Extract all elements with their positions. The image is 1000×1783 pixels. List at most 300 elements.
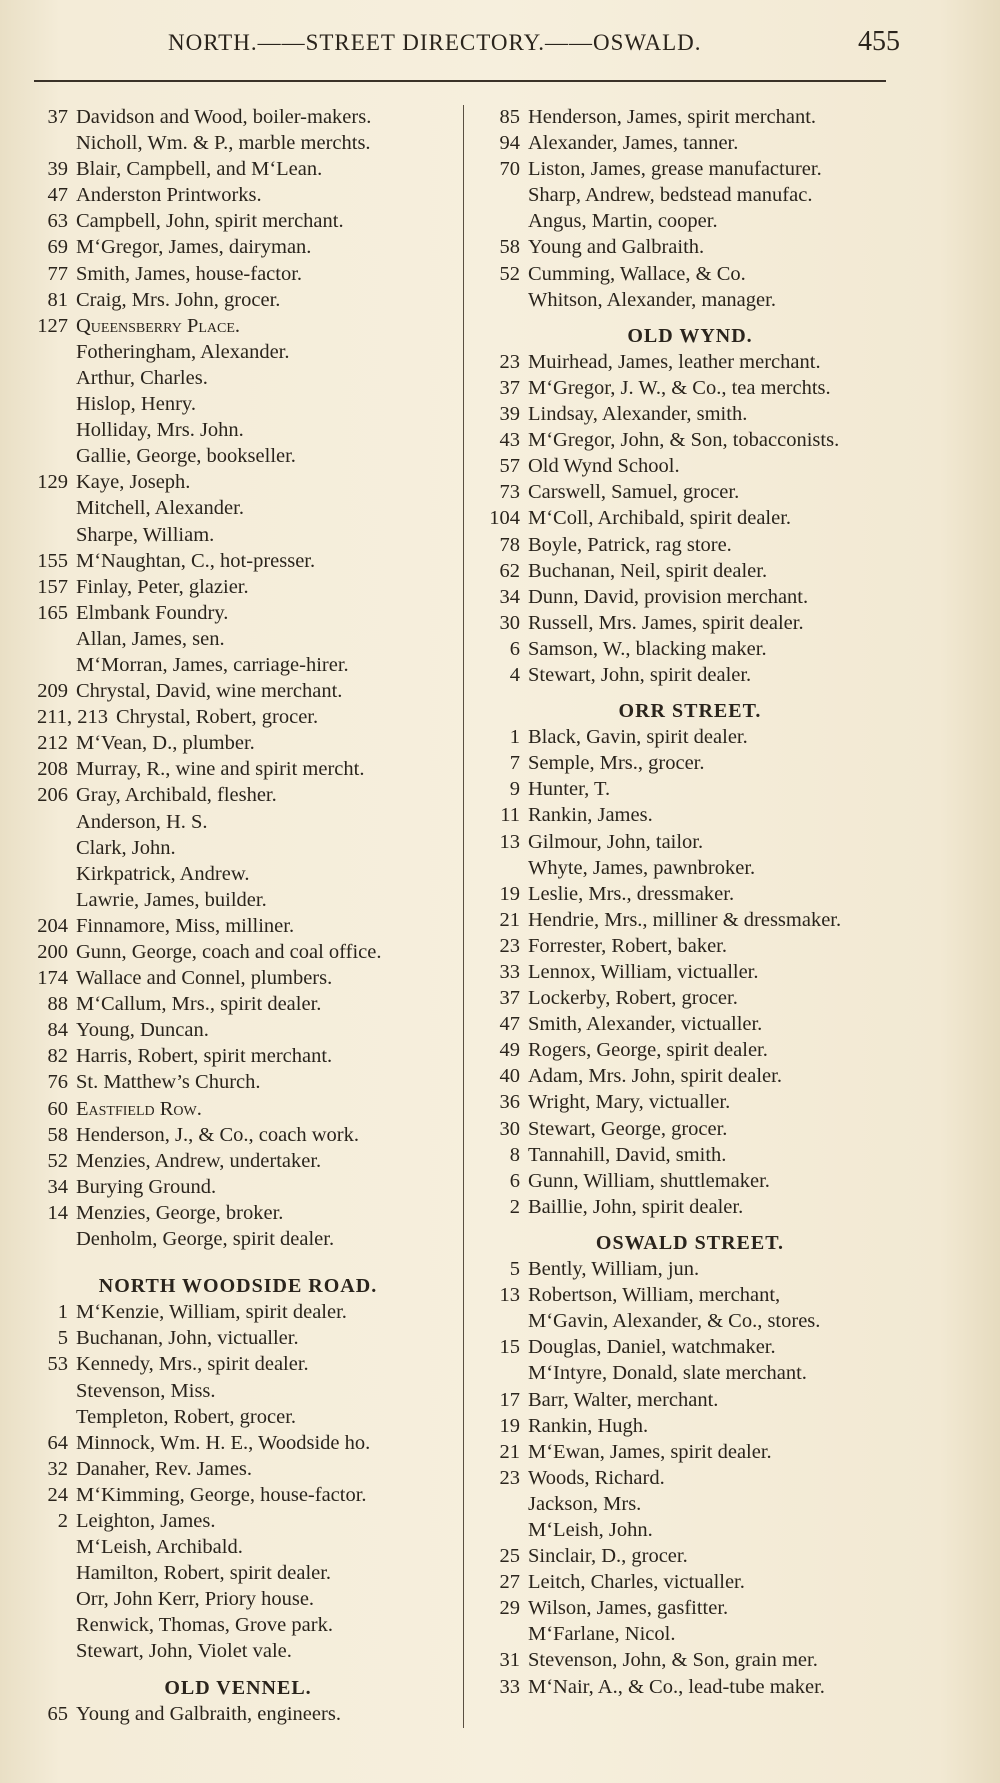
entry-text: M‘Ewan, James, spirit dealer. [528,1440,772,1463]
street-heading: NORTH WOODSIDE ROAD. [98,1275,378,1298]
directory-entry [18,835,458,861]
house-number: 85 [499,106,520,128]
entry-text: Menzies, George, broker. [76,1201,284,1224]
entry-text: Hislop, Henry. [76,393,196,416]
house-number: 33 [499,961,520,983]
directory-entry [18,313,458,339]
directory-entry [18,730,458,756]
directory-entry [18,1122,458,1148]
directory-entry [470,505,910,531]
directory-entry [18,991,458,1017]
entry-text: Craig, Mrs. John, grocer. [76,288,281,311]
entry-text: Gallie, George, bookseller. [76,445,296,468]
entry-text: Barr, Walter, merchant. [528,1388,719,1411]
entry-text: Young, Duncan. [76,1019,209,1042]
house-number: 34 [47,1175,68,1198]
house-number: 5 [509,1258,520,1281]
house-number: 82 [47,1045,68,1068]
directory-entry [470,1168,910,1194]
house-number: 19 [499,882,520,905]
entry-text: Anderston Printworks. [76,184,262,207]
house-number: 25 [499,1545,520,1568]
entry-text: Stewart, John, Violet vale. [76,1640,292,1663]
house-number: 209 [37,680,68,703]
entry-text: M‘Leish, Archibald. [76,1536,243,1559]
house-number: 155 [37,549,68,572]
entry-text: Whitson, Alexander, manager. [528,288,776,311]
entry-text: Henderson, J., & Co., coach work. [76,1123,359,1146]
directory-entry [18,574,458,600]
directory-entry [18,809,458,835]
entry-text: M‘Gregor, James, dairyman. [76,236,312,259]
section-gap [18,1252,458,1273]
house-number: 78 [499,533,520,556]
house-number: 33 [499,1675,520,1698]
house-number: 1 [57,1301,68,1324]
house-number: 5 [57,1327,68,1350]
entry-text: Buchanan, John, victualler. [76,1327,299,1350]
entry-text: M‘Kenzie, William, spirit dealer. [76,1301,347,1324]
directory-entry [18,182,458,208]
house-number: 47 [499,1013,520,1036]
house-number: 49 [499,1039,520,1062]
directory-entry [470,1387,910,1413]
directory-entry [18,1586,458,1612]
entry-text: M‘Morran, James, carriage-hirer. [76,653,349,676]
directory-entry [18,1701,458,1727]
entry-text: Arthur, Charles. [76,366,208,389]
house-number: 23 [499,350,520,373]
entry-text: Stevenson, Miss. [76,1379,216,1402]
entry-text: Eastfield Row. [76,1097,202,1120]
directory-entry [470,1647,910,1673]
house-number: 211, 213 [37,706,108,729]
directory-entry [470,959,910,985]
directory-entry [470,1360,910,1386]
entry-text: Wright, Mary, victualler. [528,1091,731,1114]
house-number: 212 [37,732,68,755]
entry-text: Young and Galbraith. [528,236,705,259]
entry-text: M‘Farlane, Nicol. [528,1623,676,1646]
entry-text: Lawrie, James, builder. [76,888,267,911]
directory-entry [18,391,458,417]
entry-text: Chrystal, David, wine merchant. [76,680,343,703]
entry-text: Chrystal, Robert, grocer. [116,706,319,729]
directory-entry [470,1256,910,1282]
entry-text: Campbell, John, spirit merchant. [76,210,344,233]
directory-entry [470,1334,910,1360]
house-number: 37 [499,376,520,399]
house-number: 58 [499,236,520,259]
house-number: 8 [509,1143,520,1166]
entry-text: Rogers, George, spirit dealer. [528,1039,768,1062]
directory-entry [18,1200,458,1226]
directory-entry [470,427,910,453]
house-number: 11 [500,804,520,827]
house-number: 52 [499,262,520,285]
house-number: 39 [499,403,520,426]
directory-entry [470,610,910,636]
entry-text: Queensberry Place. [76,314,241,337]
house-number: 200 [37,941,68,963]
directory-entry [470,584,910,610]
entry-text: Murray, R., wine and spirit mercht. [76,758,365,781]
entry-text: Minnock, Wm. H. E., Woodside ho. [76,1431,371,1454]
directory-entry [470,234,910,260]
entry-text: M‘Vean, D., plumber. [76,732,255,755]
entry-text: Sharp, Andrew, bedstead manufac. [528,184,813,207]
entry-text: M‘Nair, A., & Co., lead-tube maker. [528,1675,825,1698]
house-number: 15 [499,1336,520,1359]
house-number: 4 [509,663,520,686]
entry-text: M‘Leish, John. [528,1518,653,1541]
house-number: 84 [47,1019,68,1042]
entry-text: M‘Kimming, George, house-factor. [76,1483,367,1506]
directory-entry [470,724,910,750]
directory-entry [470,636,910,662]
entry-text: Stewart, John, spirit dealer. [528,663,752,686]
entry-text: Samson, W., blacking maker. [528,637,767,660]
entry-text: Woods, Richard. [528,1466,665,1489]
house-number: 37 [499,987,520,1010]
entry-text: Renwick, Thomas, Grove park. [76,1614,333,1637]
house-number: 21 [499,1440,520,1463]
house-number: 30 [499,1117,520,1140]
directory-entry [470,933,910,959]
directory-entry [18,130,458,156]
entry-text: Bently, William, jun. [528,1258,700,1281]
directory-entry [18,887,458,913]
house-number: 1 [509,726,520,749]
house-number: 6 [509,637,520,660]
directory-entry [18,1430,458,1456]
house-number: 88 [47,993,68,1016]
column-divider [463,105,464,1728]
directory-entry [470,1282,910,1308]
house-number: 69 [47,236,68,259]
entry-text: Templeton, Robert, grocer. [76,1405,297,1428]
directory-entry [470,1089,910,1115]
house-number: 6 [509,1169,520,1192]
directory-entry [470,1674,910,1700]
section-gap [470,688,910,698]
entry-text: Dunn, David, provision merchant. [528,585,809,608]
entry-text: Leitch, Charles, victualler. [528,1571,745,1594]
directory-entry [18,1043,458,1069]
directory-entry [470,1569,910,1595]
entry-text: Gray, Archibald, flesher. [76,784,277,807]
house-number: 24 [47,1483,68,1506]
directory-entry [470,1439,910,1465]
house-number: 64 [47,1431,68,1454]
entry-text: Forrester, Robert, baker. [528,934,727,957]
entry-text: Nicholl, Wm. & P., marble merchts. [76,132,371,155]
running-title: NORTH.——STREET DIRECTORY.——OSWALD. [168,30,702,55]
directory-entry [470,349,910,375]
house-number: 2 [509,1195,520,1218]
directory-entry [18,261,458,287]
house-number: 23 [499,934,520,957]
entry-text: Menzies, Andrew, undertaker. [76,1149,322,1172]
directory-entry [470,208,910,234]
house-number: 104 [489,507,520,530]
house-number: 37 [47,106,68,128]
entry-text: Henderson, James, spirit merchant. [528,106,817,128]
directory-entry [18,965,458,991]
entry-text: Baillie, John, spirit dealer. [528,1195,744,1218]
house-number: 36 [499,1091,520,1114]
directory-entry [18,939,458,965]
directory-entry [18,443,458,469]
directory-entry [18,1351,458,1377]
entry-text: Elmbank Foundry. [76,601,229,624]
directory-entry [470,907,910,933]
house-number: 70 [499,158,520,181]
directory-entry [18,1174,458,1200]
right-column [470,104,910,1700]
entry-text: Smith, Alexander, victualler. [528,1013,763,1036]
entry-text: Tannahill, David, smith. [528,1143,727,1166]
directory-entry [470,1011,910,1037]
entry-text: Wilson, James, gasfitter. [528,1597,729,1620]
house-number: 204 [37,914,68,937]
directory-entry [18,1456,458,1482]
directory-entry [18,495,458,521]
entry-text: Young and Galbraith, engineers. [76,1702,341,1725]
entry-text: Muirhead, James, leather merchant. [528,350,821,373]
entry-text: Gilmour, John, tailor. [528,830,704,853]
directory-entry [18,522,458,548]
directory-entry [470,1413,910,1439]
entry-text: Stevenson, John, & Son, grain mer. [528,1649,818,1672]
directory-entry [18,1534,458,1560]
entry-text: Adam, Mrs. John, spirit dealer. [528,1065,782,1088]
entry-text: Boyle, Patrick, rag store. [528,533,732,556]
directory-entry [18,339,458,365]
directory-entry [470,1517,910,1543]
house-number: 47 [47,184,68,207]
directory-entry [18,913,458,939]
house-number: 9 [509,778,520,801]
entry-text: Smith, James, house-factor. [76,262,303,285]
directory-entry [470,532,910,558]
house-number: 206 [37,784,68,807]
entry-text: Finnamore, Miss, milliner. [76,914,295,937]
entry-text: Buchanan, Neil, spirit dealer. [528,559,768,582]
directory-entry [18,1148,458,1174]
directory-entry [18,652,458,678]
house-number: 30 [499,611,520,634]
entry-text: Kirkpatrick, Andrew. [76,862,250,885]
entry-text: Alexander, James, tanner. [528,132,739,155]
entry-text: Cumming, Wallace, & Co. [528,262,746,285]
house-number: 77 [47,262,68,285]
entry-text: Hamilton, Robert, spirit dealer. [76,1562,332,1585]
directory-entry [18,782,458,808]
entry-text: Jackson, Mrs. [528,1492,642,1515]
house-number: 165 [37,601,68,624]
directory-entry [470,1142,910,1168]
entry-text: Old Wynd School. [528,455,680,478]
entry-text: St. Matthew’s Church. [76,1071,261,1094]
house-number: 58 [47,1123,68,1146]
directory-entry [470,287,910,313]
section-gap [470,1220,910,1230]
house-number: 7 [509,752,520,775]
entry-text: Hendrie, Mrs., milliner & dressmaker. [528,908,842,931]
directory-entry [470,1465,910,1491]
house-number: 60 [47,1097,68,1120]
house-number: 40 [499,1065,520,1088]
section-gap [470,313,910,323]
entry-text: Denholm, George, spirit dealer. [76,1228,335,1251]
entry-text: Orr, John Kerr, Priory house. [76,1588,315,1611]
directory-entry [18,861,458,887]
directory-entry [470,558,910,584]
directory-entry [18,1638,458,1664]
house-number: 52 [47,1149,68,1172]
house-number: 17 [499,1388,520,1411]
entry-text: M‘Gregor, J. W., & Co., tea merchts. [528,376,831,399]
directory-entry [18,626,458,652]
house-number: 13 [499,1284,520,1307]
house-number: 27 [499,1571,520,1594]
house-number: 157 [37,575,68,598]
entry-text: Sinclair, D., grocer. [528,1545,688,1568]
directory-entry [470,881,910,907]
directory-entry [18,1325,458,1351]
entry-text: Leighton, James. [76,1509,216,1532]
entry-text: Blair, Campbell, and M‘Lean. [76,158,323,181]
street-heading: OSWALD STREET. [595,1231,785,1254]
house-number: 53 [47,1353,68,1376]
entry-text: Semple, Mrs., grocer. [528,752,705,775]
directory-entry [470,1491,910,1517]
entry-text: Leslie, Mrs., dressmaker. [528,882,735,905]
house-number: 23 [499,1466,520,1489]
entry-text: M‘Gavin, Alexander, & Co., stores. [528,1310,821,1333]
house-number: 127 [37,314,68,337]
entry-text: Black, Gavin, spirit dealer. [528,726,748,749]
left-column [18,104,458,1727]
entry-text: Gunn, William, shuttlemaker. [528,1169,770,1192]
directory-entry [470,375,910,401]
directory-entry [18,234,458,260]
entry-text: Stewart, George, grocer. [528,1117,728,1140]
entry-text: Douglas, Daniel, watchmaker. [528,1336,776,1359]
entry-text: Rankin, James. [528,804,653,827]
house-number: 19 [499,1414,520,1437]
house-number: 81 [47,288,68,311]
directory-entry [470,829,910,855]
header-rule [34,80,886,82]
entry-text: Kennedy, Mrs., spirit dealer. [76,1353,309,1376]
directory-entry [18,1226,458,1252]
entry-text: Fotheringham, Alexander. [76,340,290,363]
house-number: 21 [499,908,520,931]
house-number: 76 [47,1071,68,1094]
house-number: 57 [499,455,520,478]
entry-text: M‘Callum, Mrs., spirit dealer. [76,993,322,1016]
directory-entry [18,1017,458,1043]
directory-entry [18,1299,458,1325]
house-number: 34 [499,585,520,608]
house-number: 14 [47,1201,68,1224]
directory-entry [18,678,458,704]
directory-entry [18,548,458,574]
entry-text: Gunn, George, coach and coal office. [76,941,382,963]
entry-text: Carswell, Samuel, grocer. [528,481,740,504]
entry-text: Rankin, Hugh. [528,1414,649,1437]
house-number: 65 [47,1702,68,1725]
directory-entry [18,1378,458,1404]
house-number: 63 [47,210,68,233]
directory-entry [470,802,910,828]
directory-entry [18,1612,458,1638]
entry-text: Burying Ground. [76,1175,217,1198]
directory-entry [470,156,910,182]
directory-entry [18,704,458,730]
house-number: 32 [47,1457,68,1480]
directory-entry [18,600,458,626]
entry-text: Mitchell, Alexander. [76,497,244,520]
entry-text: Kaye, Joseph. [76,471,191,494]
house-number: 73 [499,481,520,504]
directory-entry [470,985,910,1011]
directory-entry [470,776,910,802]
entry-text: Hunter, T. [528,778,611,801]
entry-text: Liston, James, grease manufacturer. [528,158,822,181]
directory-entry [470,1063,910,1089]
directory-entry [18,287,458,313]
directory-entry [470,130,910,156]
entry-text: Robertson, William, merchant, [528,1284,781,1307]
directory-entry [18,156,458,182]
entry-text: Clark, John. [76,836,176,859]
house-number: 29 [499,1597,520,1620]
directory-entry [470,182,910,208]
entry-text: Danaher, Rev. James. [76,1457,253,1480]
street-heading: ORR STREET. [618,700,762,723]
house-number: 174 [37,967,68,990]
directory-entry [18,1069,458,1095]
entry-text: Anderson, H. S. [76,810,208,833]
page-number: 455 [858,26,900,57]
entry-text: Harris, Robert, spirit merchant. [76,1045,333,1068]
entry-text: Sharpe, William. [76,523,215,546]
directory-entry [18,1560,458,1586]
house-number: 31 [499,1649,520,1672]
entry-text: Finlay, Peter, glazier. [76,575,249,598]
directory-entry [18,417,458,443]
directory-entry [470,1037,910,1063]
directory-entry [18,1404,458,1430]
entry-text: Lennox, William, victualler. [528,961,759,983]
house-number: 208 [37,758,68,781]
entry-text: Lindsay, Alexander, smith. [528,403,748,426]
entry-text: Allan, James, sen. [76,627,225,650]
entry-text: Davidson and Wood, boiler-makers. [76,106,372,128]
street-heading: OLD WYND. [627,324,753,347]
entry-text: M‘Naughtan, C., hot-presser. [76,549,316,572]
directory-entry [470,1194,910,1220]
house-number: 94 [499,132,520,155]
directory-entry [18,1096,458,1122]
entry-text: M‘Coll, Archibald, spirit dealer. [528,507,792,530]
house-number: 13 [499,830,520,853]
entry-text: Angus, Martin, cooper. [528,210,718,233]
entry-text: Wallace and Connel, plumbers. [76,967,333,990]
